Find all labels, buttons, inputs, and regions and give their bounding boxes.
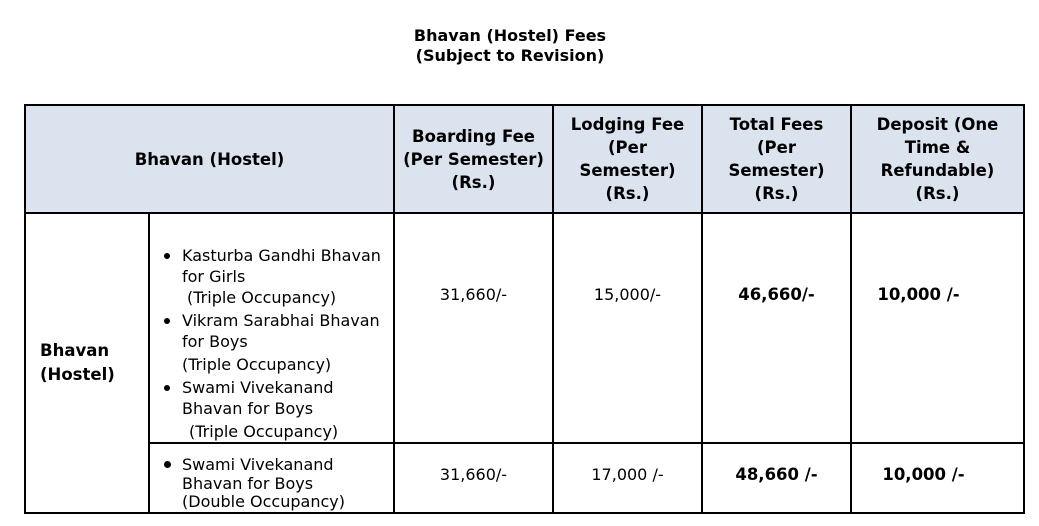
hostel-item bbox=[150, 456, 393, 512]
boarding-fee-value: 31,660/- bbox=[394, 443, 553, 513]
header-total-fees: Total Fees (Per Semester) (Rs.) bbox=[702, 105, 851, 213]
page-title: Bhavan (Hostel) Fees bbox=[413, 26, 607, 45]
hostel-list bbox=[150, 214, 393, 442]
hostel-list-cell bbox=[149, 443, 394, 513]
deposit-value: 10,000 /- bbox=[851, 213, 1024, 443]
row-label-bhavan: Bhavan (Hostel) bbox=[25, 213, 149, 513]
hostel-name: Swami Vivekanand Bhavan for Boys bbox=[182, 378, 334, 418]
hostel-name: Swami Vivekanand Bhavan for Boys bbox=[182, 455, 334, 493]
table-row bbox=[25, 443, 1024, 513]
lodging-fee-value: 17,000 /- bbox=[553, 443, 702, 513]
boarding-fee-value: 31,660/- bbox=[394, 213, 553, 443]
total-fees-value: 48,660 /- bbox=[702, 443, 851, 513]
table-row bbox=[25, 213, 1024, 443]
header-boarding-fee: Boarding Fee (Per Semester) (Rs.) bbox=[394, 105, 553, 213]
hostel-item bbox=[150, 245, 393, 308]
total-fees-value: 46,660/- bbox=[702, 213, 851, 443]
hostel-item bbox=[150, 377, 393, 442]
hostel-list bbox=[150, 444, 393, 512]
deposit-value: 10,000 /- bbox=[851, 443, 1024, 513]
header-bhavan: Bhavan (Hostel) bbox=[25, 105, 394, 213]
hostel-fees-table bbox=[24, 104, 1025, 514]
table-header-row bbox=[25, 105, 1024, 213]
hostel-occupancy: (Triple Occupancy) bbox=[189, 422, 339, 441]
page-subtitle: (Subject to Revision) bbox=[415, 46, 605, 65]
hostel-name: Vikram Sarabhai Bhavan for Boys bbox=[182, 311, 380, 351]
lodging-fee-value: 15,000/- bbox=[553, 213, 702, 443]
hostel-item bbox=[150, 310, 393, 375]
hostel-name: Kasturba Gandhi Bhavan for Girls bbox=[182, 246, 381, 286]
hostel-occupancy: (Triple Occupancy) bbox=[182, 355, 332, 374]
header-lodging-fee: Lodging Fee (Per Semester) (Rs.) bbox=[553, 105, 702, 213]
hostel-occupancy: (Triple Occupancy) bbox=[187, 288, 337, 307]
hostel-occupancy: (Double Occupancy) bbox=[182, 492, 345, 511]
header-deposit: Deposit (One Time & Refundable) (Rs.) bbox=[851, 105, 1024, 213]
hostel-list-cell bbox=[149, 213, 394, 443]
